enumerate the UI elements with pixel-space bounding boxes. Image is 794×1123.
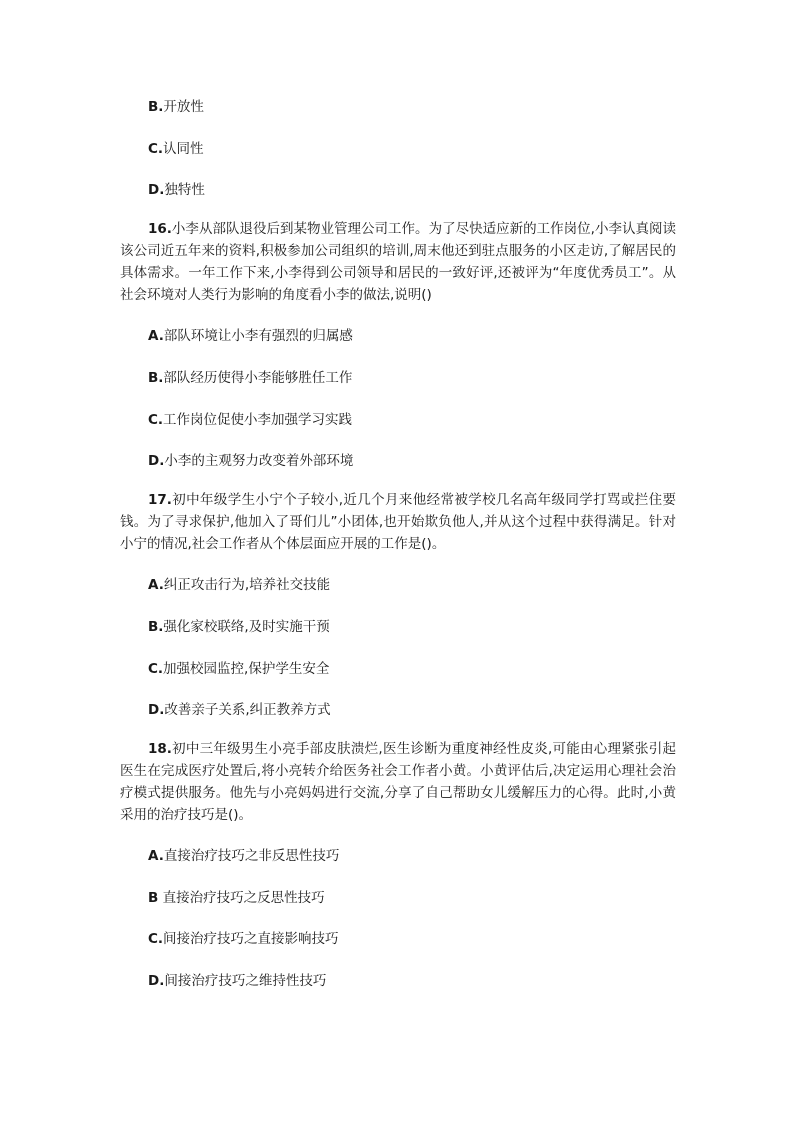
- option-a: [148, 847, 339, 865]
- option-text: 部队环境让小李有强烈的归属感: [163, 328, 353, 344]
- option-c: [148, 411, 352, 429]
- option-letter: D.: [148, 702, 165, 718]
- question-text: 小李从部队退役后到某物业管理公司工作。为了尽快适应新的工作岗位,小李认真阅读该公司近五年来的资料,积极参加公司组织的培训,周末他还到驻点服务的小区走访,了解居民的具体需求。一年工作下来,小李得到公司领导和居民的一致好评,还被评为“年度优秀员工”。从社会环境对人类行为影响的角度看小李的做法,说明(): [120, 221, 676, 303]
- option-letter: B.: [148, 370, 164, 386]
- option-text: 工作岗位促使小李加强学习实践: [163, 412, 353, 428]
- option-letter: A.: [148, 328, 164, 344]
- option-text: 直接治疗技巧之非反思性技巧: [163, 848, 340, 864]
- option-letter: C.: [148, 661, 164, 677]
- option-letter: C.: [148, 141, 164, 157]
- option-letter: B.: [148, 99, 164, 115]
- question-17: [120, 489, 676, 555]
- option-text: 间接治疗技巧之维持性技巧: [164, 973, 327, 989]
- option-text: 纠正攻击行为,培养社交技能: [163, 577, 331, 593]
- option-letter: C.: [148, 412, 164, 428]
- option-letter: D.: [148, 182, 165, 198]
- question-18: [120, 738, 676, 826]
- option-text: 独特性: [164, 182, 205, 198]
- question-number: 18.: [148, 741, 172, 757]
- option-letter: B.: [148, 619, 164, 635]
- option-letter: A.: [148, 848, 164, 864]
- option-text: 小李的主观努力改变着外部环境: [164, 453, 354, 469]
- option-text: 强化家校联络,及时实施干预: [163, 619, 330, 635]
- option-text: 部队经历使得小李能够胜任工作: [163, 370, 353, 386]
- option-text: 间接治疗技巧之直接影响技巧: [163, 931, 339, 947]
- option-letter: B: [148, 890, 159, 906]
- question-number: 17.: [148, 492, 172, 508]
- option-text: 开放性: [163, 99, 204, 115]
- question-text: 初中年级学生小宁个子较小,近几个月来他经常被学校几名高年级同学打骂或拦住要钱。为了寻求保护,他加入了哥们儿”小团体,也开始欺负他人,并从这个过程中获得满足。针对小宁的情况,社会工作者从个体层面应开展的工作是()。: [120, 492, 676, 552]
- option-a: [148, 327, 353, 345]
- option-c: [148, 140, 204, 158]
- option-d: [148, 452, 353, 470]
- option-b: [148, 889, 325, 907]
- option-text: 改善亲子关系,纠正教养方式: [164, 702, 331, 718]
- option-d: [148, 972, 326, 990]
- option-d: [148, 181, 205, 199]
- option-letter: C.: [148, 931, 164, 947]
- option-text: 认同性: [163, 141, 204, 157]
- option-letter: D.: [148, 973, 165, 989]
- question-16: [120, 218, 676, 306]
- option-b: [148, 98, 204, 116]
- option-d: [148, 701, 331, 719]
- option-text: 加强校园监控,保护学生安全: [163, 661, 330, 677]
- question-text: 初中三年级男生小亮手部皮肤溃烂,医生诊断为重度神经性皮炎,可能由心理紧张引起医生在完成医疗处置后,将小亮转介给医务社会工作者小黄。小黄评估后,决定运用心理社会治疗模式提供服务。他先与小亮妈妈进行交流,分享了自己帮助女儿缓解压力的心得。此时,小黄采用的治疗技巧是()。: [120, 741, 676, 823]
- option-c: [148, 660, 329, 678]
- question-number: 16.: [148, 221, 172, 237]
- option-letter: D.: [148, 453, 165, 469]
- option-text: 直接治疗技巧之反思性技巧: [162, 890, 325, 906]
- option-b: [148, 369, 352, 387]
- option-a: [148, 576, 330, 594]
- option-b: [148, 618, 330, 636]
- option-c: [148, 930, 339, 948]
- option-letter: A.: [148, 577, 164, 593]
